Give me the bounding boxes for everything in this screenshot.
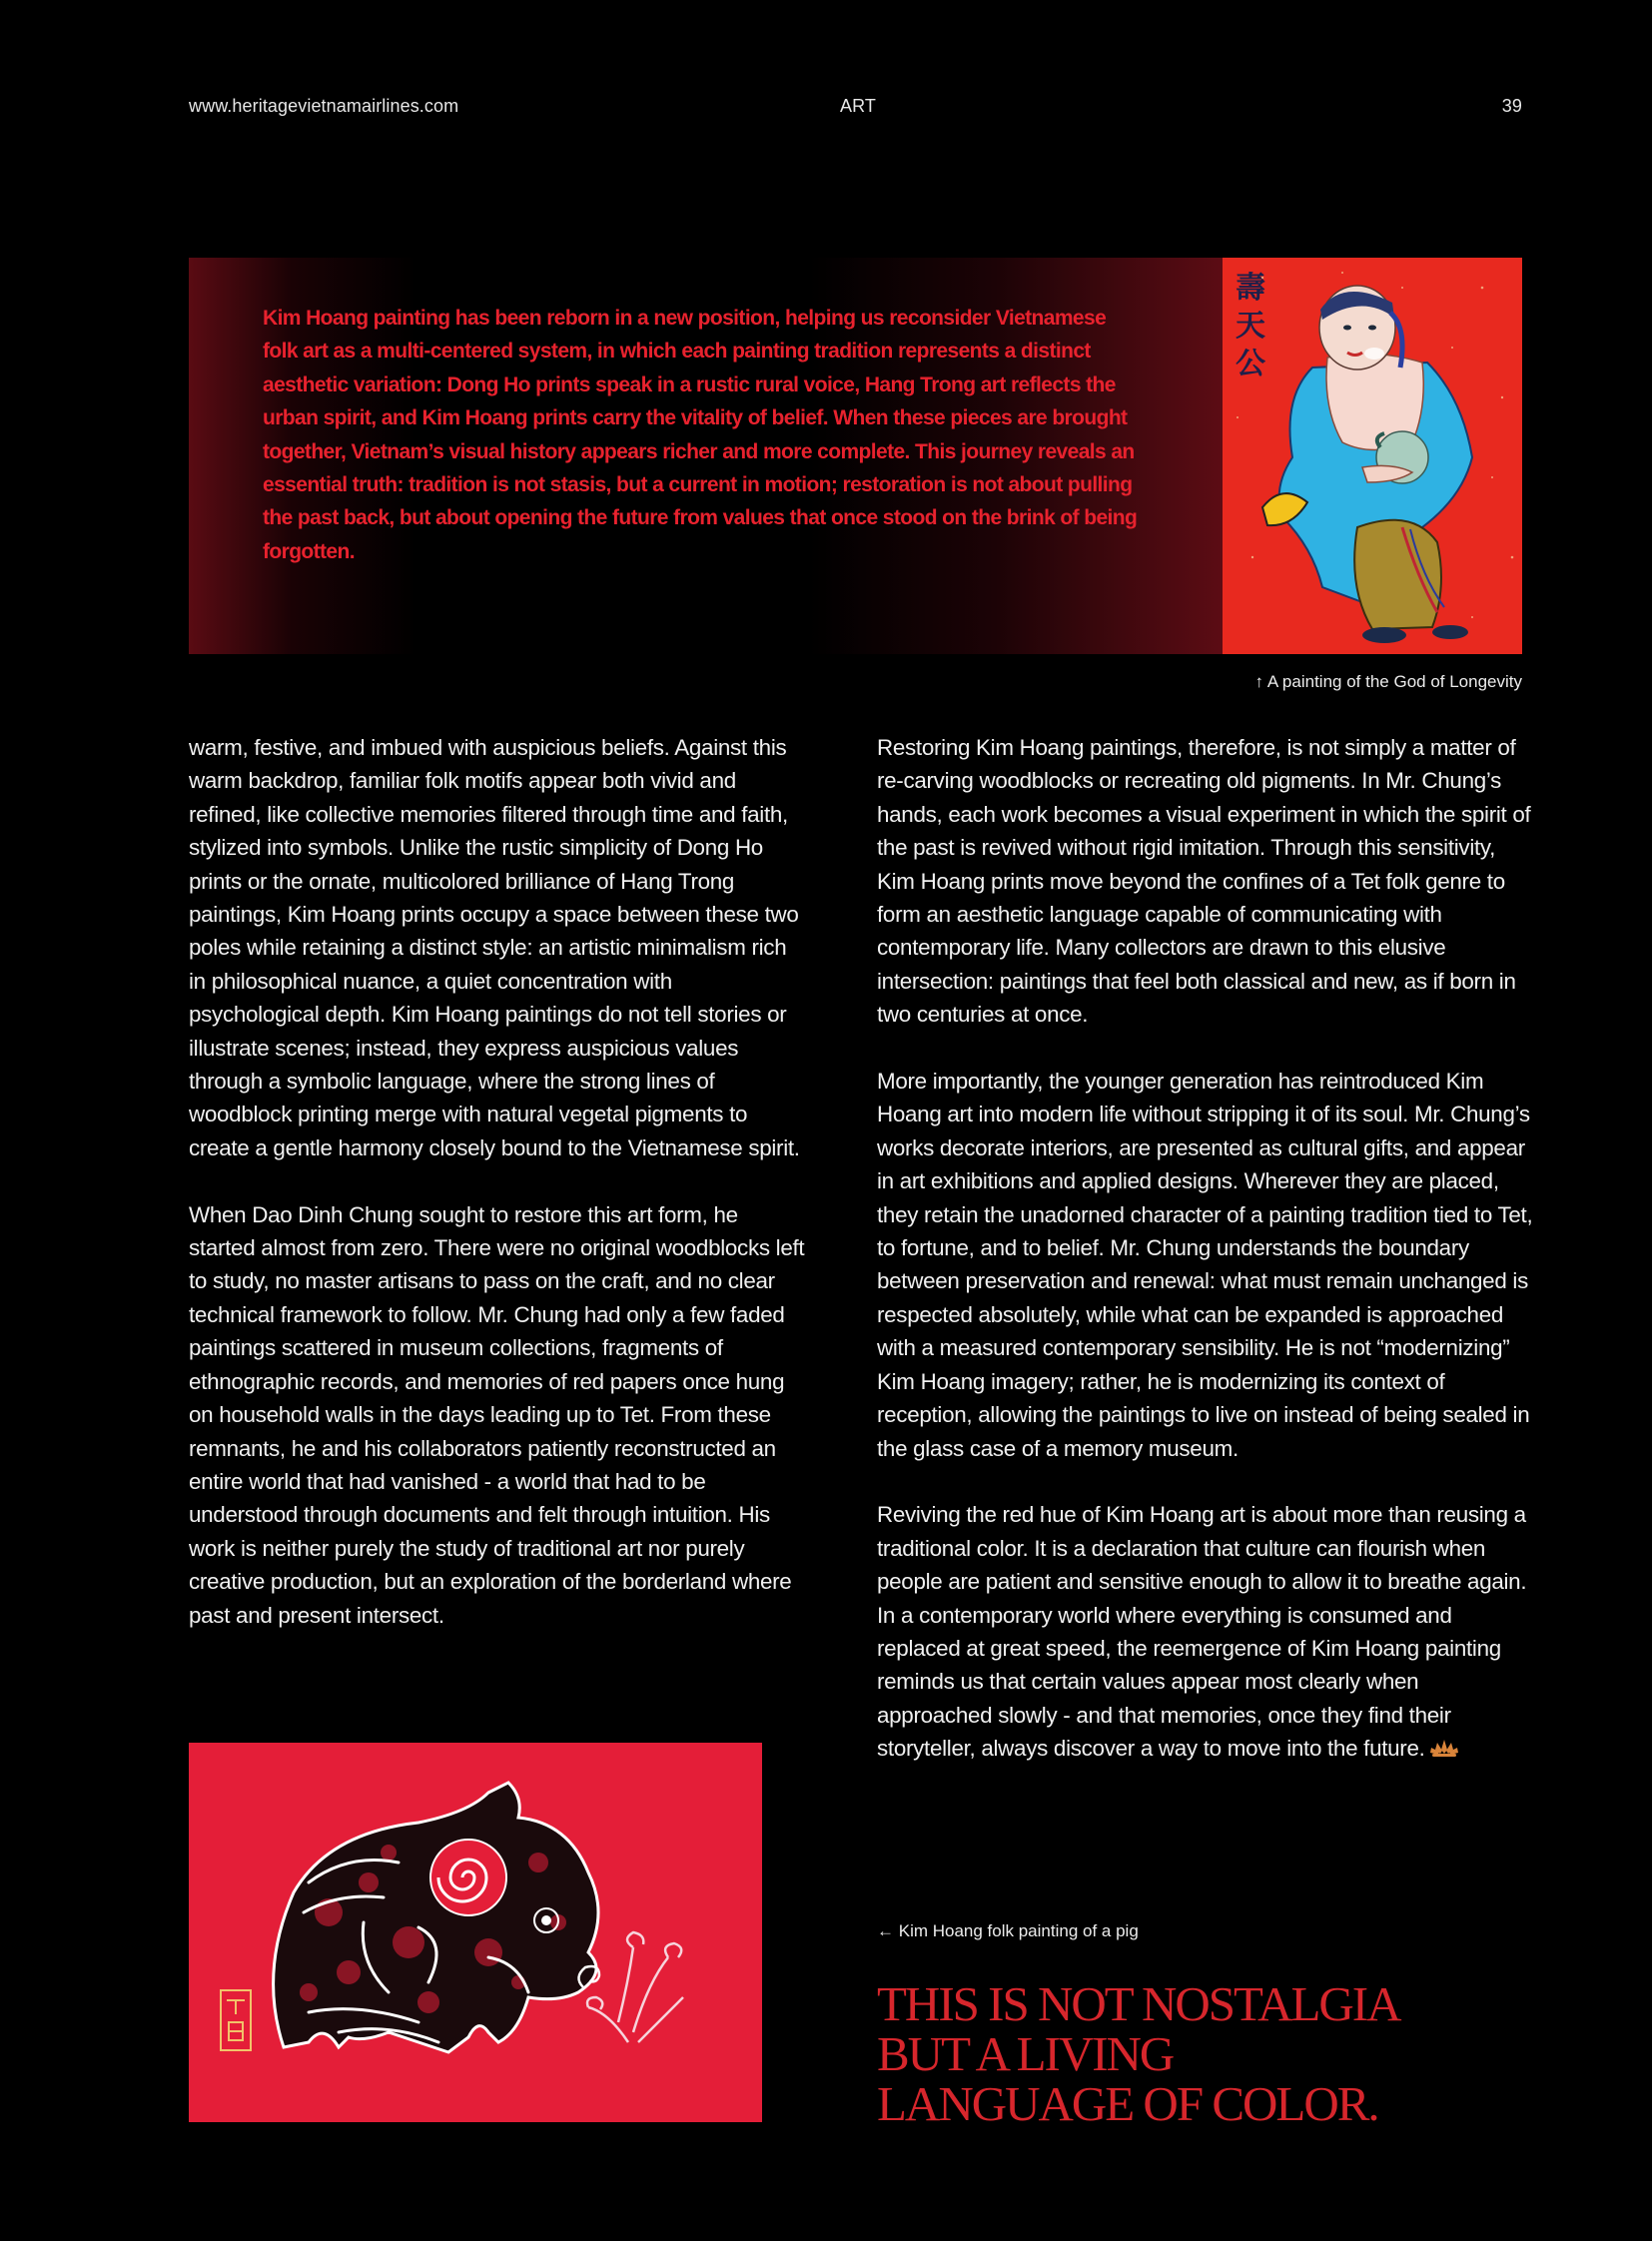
article-paragraph: Restoring Kim Hoang paintings, therefore, is not simply a matter of re-carving woodblocks or recreating old pigments. In Mr. Chung’s hands, each work becomes a visual experiment in which the spirit of the past is revived without rigid imitation. Through this sensitivity, Kim Hoang prints move beyond the confines of a Tet folk genre to form an aesthetic language capable of communicating with contemporary life. Many collectors are drawn to this elusive intersection: paintings that feel both classical and new, as if born in two centuries at once. bbox=[877, 735, 1531, 1028]
pig-painting-image bbox=[189, 1743, 762, 2122]
pull-heading bbox=[877, 1976, 1436, 2131]
arrow-left-icon: ← bbox=[877, 1921, 894, 1940]
article-paragraph-final bbox=[877, 1498, 1536, 1767]
longevity-painting-image bbox=[1223, 258, 1522, 654]
pig-caption-text: Kim Hoang folk painting of a pig bbox=[898, 1921, 1139, 1940]
pig-caption bbox=[877, 1921, 1139, 1941]
article-paragraph: When Dao Dinh Chung sought to restore this art form, he started almost from zero. There were no original woodblocks left to study, no master artisans to pass on the craft, and no clear technical framework to follow. Mr. Chung had only a few faded paintings scattered in museum collections, fragments of ethnographic records, and memories of red papers once hung on household walls in the days leading up to Tet. From these remnants, he and his collaborators patiently reconstructed an entire world that had vanished - a world that had to be understood through documents and felt through intuition. His work is neither purely the study of traditional art nor purely creative production, but an exploration of the borderland where past and present intersect. bbox=[189, 1201, 805, 1628]
pull-quote-text: Kim Hoang painting has been reborn in a new position, helping us reconsider Vietnamese folk art as a multi-centered system, in which each painting tradition represents a distinct aesthetic variation: Dong Ho prints speak in a rustic rural voice, Hang Trong art reflects the urban spirit, and Kim Hoang prints carry the vitality of belief. When these pieces are brought together, Vietnam’s visual history appears richer and more complete. This journey reveals an essential truth: tradition is not stasis, but a current in motion; restoration is not about pulling the past back, but about opening the future from values that once stood on the brink of being forgotten. bbox=[263, 307, 1138, 563]
page-number: 39 bbox=[1501, 96, 1522, 116]
arrow-up-icon: ↑ bbox=[1254, 672, 1264, 691]
header-website-url[interactable]: www.heritagevietnamairlines.com bbox=[189, 96, 459, 116]
pull-heading-line: LANGUAGE OF COLOR. bbox=[877, 2076, 1378, 2131]
pull-heading-line: THIS IS NOT NOSTALGIA bbox=[877, 1976, 1400, 2031]
longevity-caption bbox=[1255, 672, 1522, 692]
pull-heading-line: BUT A LIVING bbox=[877, 2026, 1174, 2081]
lotus-icon bbox=[1429, 1734, 1459, 1767]
article-right-column bbox=[877, 731, 1536, 1800]
article-paragraph-text: Reviving the red hue of Kim Hoang art is about more than reusing a traditional color. It is a declaration that culture can flourish when people are patient and sensitive enough to allow it to breathe again. In a contemporary world where everything is consumed and replaced at great speed, the reemergence of Kim Hoang painting reminds us that certain values appear most clearly when approached slowly - and that memories, once they find their storyteller, always discover a way to move into the future. bbox=[877, 1502, 1527, 1762]
calligraphy-inscription: 壽 天 公 bbox=[1236, 271, 1265, 381]
longevity-caption-text: A painting of the God of Longevity bbox=[1266, 672, 1522, 691]
article-left-column bbox=[189, 731, 808, 1665]
header-section-label: ART bbox=[840, 96, 876, 116]
article-paragraph: warm, festive, and imbued with auspicious beliefs. Against this warm backdrop, familiar folk motifs appear both vivid and refined, like collective memories filtered through time and faith, stylized into symbols. Unlike the rustic simplicity of Dong Ho prints or the ornate, multicolored brilliance of Hang Trong paintings, Kim Hoang prints occupy a space between these two poles while retaining a distinct style: an artistic minimalism rich in philosophical nuance, a quiet concentration with psychological depth. Kim Hoang paintings do not tell stories or illustrate scenes; instead, they express auspicious values through a symbolic language, where the strong lines of woodblock printing merge with natural vegetal pigments to create a gentle harmony closely bound to the Vietnamese spirit. bbox=[189, 735, 800, 1160]
article-paragraph: More importantly, the younger generation has reintroduced Kim Hoang art into modern life without stripping it of its soul. Mr. Chung’s works decorate interiors, are presented as cultural gifts, and appear in art exhibitions and applied designs. Wherever they are placed, they retain the unadorned character of a painting tradition tied to Tet, to fortune, and to belief. Mr. Chung understands the boundary between preservation and renewal: what must remain unchanged is respected absolutely, while what can be expanded is approached with a measured contemporary sensibility. He is not “modernizing” Kim Hoang imagery; rather, he is modernizing its context of reception, allowing the paintings to live on instead of being sealed in the glass case of a memory museum. bbox=[877, 1069, 1533, 1461]
pull-quote-box bbox=[189, 258, 1223, 654]
kim-hoang-pig-illustration bbox=[189, 1743, 762, 2122]
